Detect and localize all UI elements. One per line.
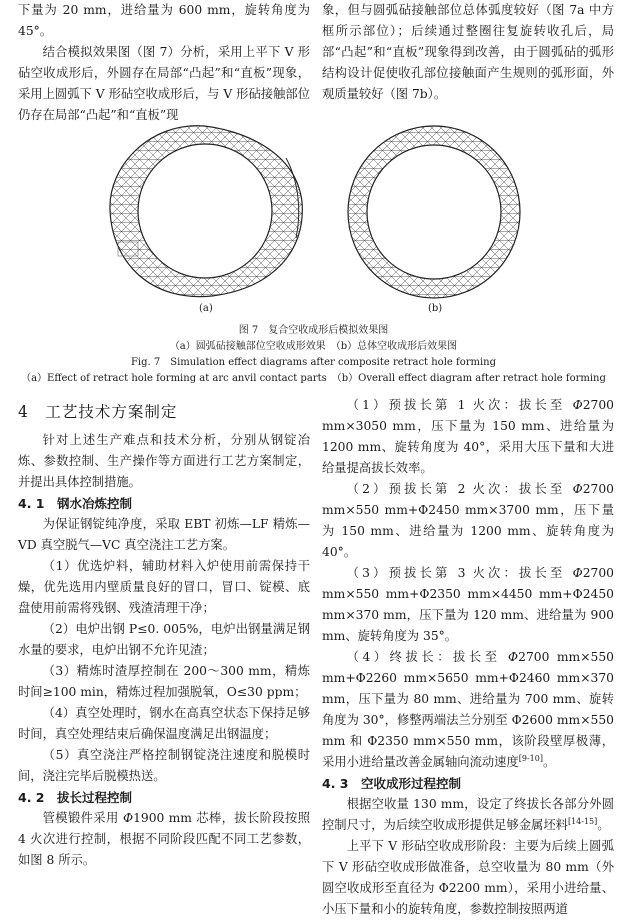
list-item: （3）预拔长第 3 火次：拔长至 Φ2700 mm×550 mm+Φ2350 mm×4450 mm+Φ2450 mm×370 mm，压下量为 120 mm、进给量为 900 mm、旋转角度为 35°。 bbox=[322, 566, 614, 643]
top-left-column bbox=[18, 0, 310, 126]
list-item: （4）真空处理时，钢水在高真空状态下保持足够时间，真空处理结束后确保温度满足出钢温度； bbox=[18, 706, 310, 741]
list-item: （4）终拔长：拔长至 Φ2700 mm×550 mm+Φ2260 mm×5650 mm+Φ2460 mm×370 mm，压下量为 80 mm、进给量为 700 mm、旋转角度为 30°，修整两端法兰分别至 Φ2600 mm×550 mm 和 Φ2350 mm×550 mm，该阶段壁厚极薄，采用小进给量改善金属轴向流动速度[9-10]。 bbox=[322, 650, 614, 769]
left-column bbox=[18, 430, 310, 871]
figure-caption-cn: 图 7 复合空收成形后模拟效果图 bbox=[238, 325, 389, 336]
subsection-4-3-title: 4. 3 空收成形过程控制 bbox=[322, 776, 461, 791]
top-right-paragraph: 象，但与圆弧砧接触部位总体弧度较好（图 7a 中方框所示部位）；后续通过整圈往复旋转收孔后，局部“凸起”和“直板”现象得到改善，由于圆弧砧的弧形结构设计促使收孔部位接触面产生规则的弧形面，外观质量较好（图 7b）。 bbox=[322, 3, 614, 101]
figure-subcaption-cn: （a）圆弧砧接触部位空收成形效果 （b）总体空收成形后效果图 bbox=[169, 341, 458, 352]
figure-7-drawings bbox=[0, 110, 627, 325]
list-item: （1）预拔长第 1 火次：拔长至 Φ2700 mm×3050 mm，压下量为 150 mm、进给量为 1200 mm、旋转角度为 40°，采用大压下量和大进给量提高拔长效率。 bbox=[322, 398, 614, 475]
subsection-4-3-text: 根据空收量 130 mm，设定了终拔长各部分外圆控制尺寸，为后续空收成形提供足够金属坯料[14-15]。 bbox=[322, 797, 614, 832]
reference-mark: [9-10] bbox=[518, 753, 543, 763]
top-right-column bbox=[322, 0, 614, 105]
subsection-4-3-text-2: 上平下 V 形砧空收成形阶段：主要为后续上圆弧下 V 形砧空收成形做准备，总空收量为 80 mm（外圆空收成形至直径为 Φ2200 mm），采用小进给量、小压下量和小的旋转角度，参数控制按照两道 bbox=[322, 839, 614, 916]
top-left-paragraph: 结合模拟效果图（图 7）分析，采用上平下 V 形砧空收成形后，外圆存在局部“凸起”和“直板”现象，采用上圆弧下 V 形砧空收成形后，与 V 形砧接触部位仍存在局部“凸起”和“直板”现 bbox=[18, 45, 310, 122]
figure-7 bbox=[0, 110, 627, 325]
subsection-4-1-intro: 为保证钢锭纯净度，采取 EBT 初炼—LF 精炼—VD 真空脱气—VC 真空浇注工艺方案。 bbox=[18, 517, 310, 552]
list-item: （1）优选炉料，辅助材料入炉使用前需保持干燥，优先选用内壁质量良好的冒口，冒口、锭模、底盘使用前需将残钢、残渣清理干净； bbox=[18, 559, 310, 615]
section-4-title: 4 工艺技术方案制定 bbox=[18, 403, 178, 421]
list-item: （5）真空浇注严格控制钢锭浇注速度和脱模时间，浇注完毕后脱模热送。 bbox=[18, 748, 310, 783]
top-left-line: 下量为 20 mm，进给量为 600 mm，旋转角度为 45°。 bbox=[18, 3, 310, 38]
figure-label-a: (a) bbox=[199, 303, 213, 314]
list-item: （2）电炉出钢 P≤0. 005%，电炉出钢量满足钢水量的要求，电炉出钢不允许见渣； bbox=[18, 622, 310, 657]
section-4-intro: 针对上述生产难点和技术分析，分别从钢锭冶炼、参数控制、生产操作等方面进行工艺方案制定，并提出具体控制措施。 bbox=[18, 433, 310, 489]
ring-a-diagram bbox=[110, 126, 302, 297]
list-item: （3）精炼时渣厚控制在 200～300 mm，精炼时间≥100 min，精炼过程加强脱氧，O≤30 ppm； bbox=[18, 664, 310, 699]
figure-subcaption-en: （a）Effect of retract hole forming at arc anvil contact parts （b）Overall effect diagram after retract hole forming bbox=[21, 373, 606, 384]
subsection-4-2-title: 4. 2 拔长过程控制 bbox=[18, 790, 132, 805]
subsection-4-2-text: 管模锻件采用 Φ1900 mm 芯棒，拔长阶段按照 4 火次进行控制，根据不同阶段匹配不同工艺参数，如图 8 所示。 bbox=[18, 811, 310, 867]
list-item: （2）预拔长第 2 火次：拔长至 Φ2700 mm×550 mm+Φ2450 mm×3700 mm，压下量为 150 mm、进给量为 1200 mm、旋转角度为 40°。 bbox=[322, 482, 614, 559]
reference-mark: [14-15] bbox=[567, 816, 598, 826]
ring-b-diagram bbox=[348, 126, 520, 298]
figure-label-b: (b) bbox=[428, 303, 443, 314]
subsection-4-1-title: 4. 1 钢水冶炼控制 bbox=[18, 496, 132, 511]
figure-caption-en: Fig. 7 Simulation effect diagrams after composite retract hole forming bbox=[130, 357, 497, 368]
right-column bbox=[322, 395, 614, 920]
